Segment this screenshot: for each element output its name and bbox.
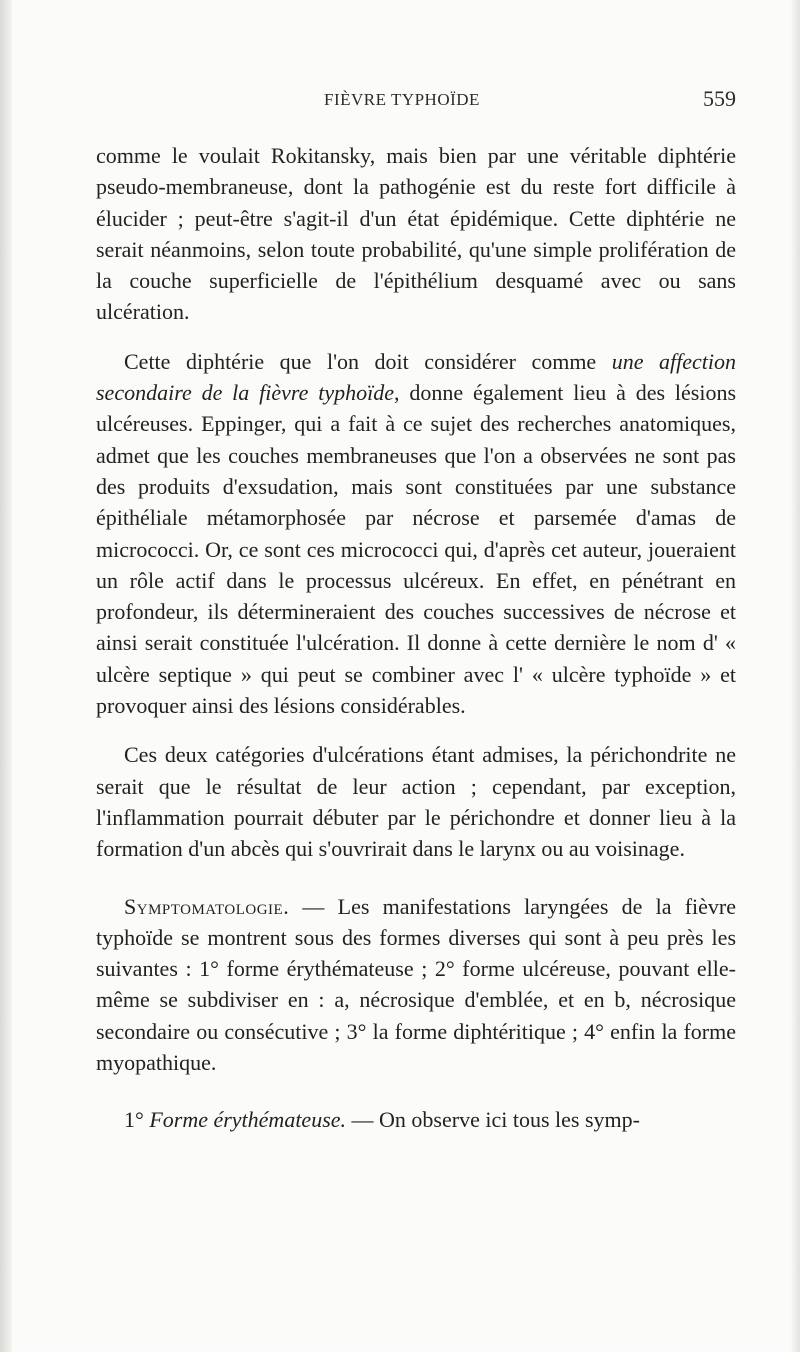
- subsection-heading-forme-erythemateuse: Forme érythémateuse.: [149, 1107, 347, 1133]
- paragraph-1: comme le voulait Rokitansky, mais bien par une véritable diphtérie pseudo-membraneuse, dont la pathogénie est du reste fort difficile à élucider ; peut-être s'agit-il d'un état épidémique. Cette diphtérie ne serait néanmoins, selon toute probabilité, qu'une simple prolifération de la couche superficielle de l'épithélium desquamé avec ou sans ulcération.: [96, 143, 736, 325]
- page-number: 559: [703, 86, 736, 111]
- paragraph-5: [96, 1104, 736, 1135]
- paragraph-5-text: — On observe ici tous les symp-: [346, 1107, 640, 1133]
- scan-edge-left: [0, 0, 12, 1352]
- paragraph-4-text: — Les manifestations laryngées de la fièvre typhoïde se montrent sous des formes diverses qui sont à peu près les suivantes : 1° forme érythémateuse ; 2° forme ulcéreuse, pouvant elle-même se subdiviser en : a, nécrosique d'emblée, et en b, nécrosique secondaire ou consécutive ; 3° la forme diphtéritique ; 4° enfin la forme myopathique.: [96, 893, 736, 1076]
- running-title: FIÈVRE TYPHOÏDE: [324, 90, 480, 109]
- paragraph-2: [96, 346, 736, 722]
- scan-edge-right: [790, 0, 800, 1352]
- paragraph-2-start: Cette diphtérie que l'on doit considérer comme: [124, 348, 597, 374]
- paragraph-2-end: , donne également lieu à des lésions ulcéreuses. Eppinger, qui a fait à ce sujet des recherches anatomiques, admet que les couches membraneuses que l'on a observées ne sont pas des produits d'exsudation, mais sont constituées par une substance épithéliale métamorphosée par nécrose et parsemée d'amas de micrococci. Or, ce sont ces micrococci qui, d'après cet auteur, joueraient un rôle actif dans le processus ulcéreux. En effet, en pénétrant en profondeur, ils détermineraient des couches successives de nécrose et ainsi serait constituée l'ulcération. Il donne à cette dernière le nom d' « ulcère septique » qui peut se combiner avec l' « ulcère typhoïde » et provoquer ainsi des lésions considérables.: [96, 380, 737, 719]
- paragraph-2-italic: une affection secondaire de la fièvre typhoïde: [96, 348, 737, 406]
- paragraph-5-number: 1°: [124, 1107, 150, 1133]
- section-heading-symptomatologie: Symptomatologie.: [124, 893, 290, 919]
- paragraph-3: Ces deux catégories d'ulcérations étant admises, la périchondrite ne serait que le résultat de leur action ; cependant, par exception, l'inflammation pourrait débuter par le périchondre et donner lieu à la formation d'un abcès qui s'ouvrirait dans le larynx ou au voisinage.: [96, 742, 736, 862]
- page-header: [96, 86, 736, 120]
- paragraph-4: [96, 891, 736, 1079]
- body-text: [96, 140, 736, 1136]
